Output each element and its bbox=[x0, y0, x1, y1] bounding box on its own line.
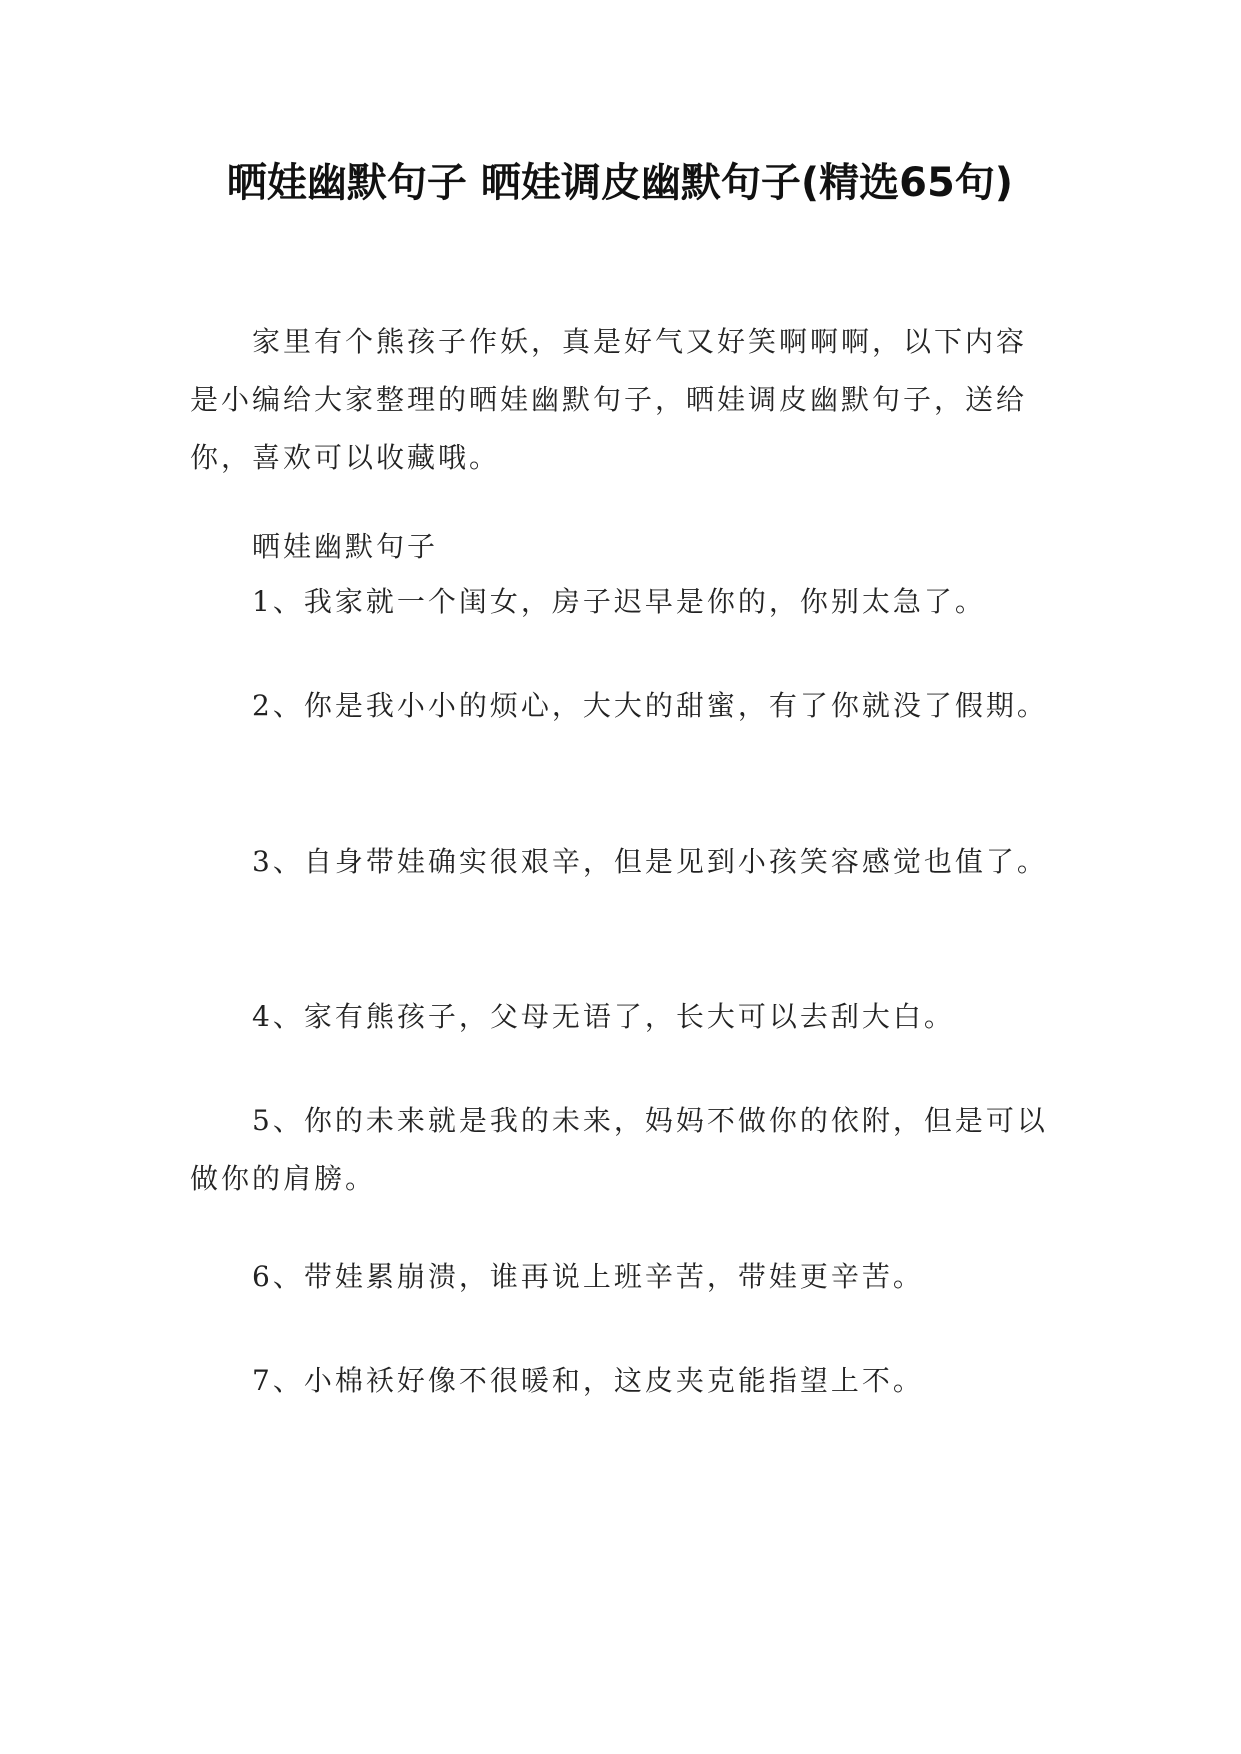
document-title: 晒娃幽默句子 晒娃调皮幽默句子(精选65句) bbox=[226, 160, 1014, 206]
list-item: 7、小棉袄好像不很暖和，这皮夹克能指望上不。 bbox=[252, 1364, 924, 1397]
list-item: 2、你是我小小的烦心，大大的甜蜜，有了你就没了假期。 bbox=[252, 689, 1048, 722]
intro-paragraph: 家里有个熊孩子作妖，真是好气又好笑啊啊啊，以下内容是小编给大家整理的晒娃幽默句子，晒娃调皮幽默句子，送给你，喜欢可以收藏哦。 bbox=[190, 325, 1028, 474]
list-item: 5、你的未来就是我的未来，妈妈不做你的依附，但是可以做你的肩膀。 bbox=[190, 1104, 1048, 1195]
list-item: 1、我家就一个闺女，房子迟早是你的，你别太急了。 bbox=[252, 585, 986, 618]
section-heading: 晒娃幽默句子 bbox=[252, 530, 439, 563]
list-item: 3、自身带娃确实很艰辛，但是见到小孩笑容感觉也值了。 bbox=[252, 845, 1048, 878]
list-item: 4、家有熊孩子，父母无语了，长大可以去刮大白。 bbox=[252, 1000, 955, 1033]
list-item: 6、带娃累崩溃，谁再说上班辛苦，带娃更辛苦。 bbox=[252, 1260, 924, 1293]
